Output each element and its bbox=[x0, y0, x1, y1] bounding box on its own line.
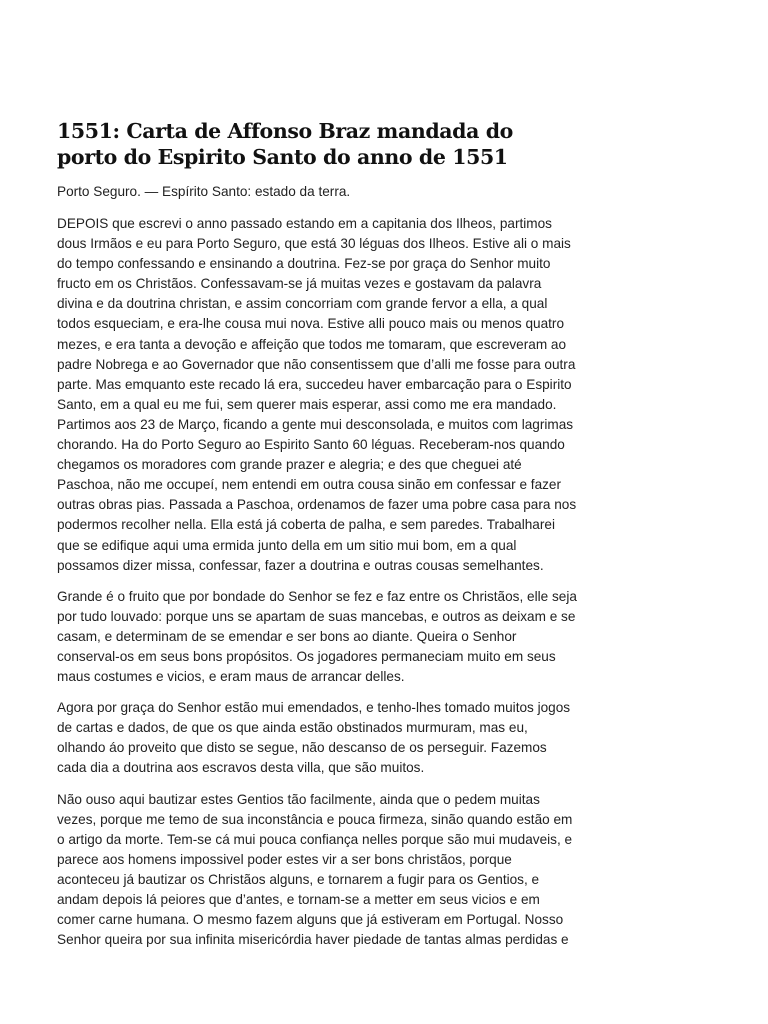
paragraph-2: Grande é o fruito que por bondade do Senhor se fez e faz entre os Christãos, elle seja por tudo louvado: porque uns se apartam de suas mancebas, e outros as deixam e se casam, e determinam de se emendar e ser bons ao diante. Queira o Senhor conserval-os em seus bons propósitos. Os jogadores permaneciam muito em seus maus costumes e vicios, e eram maus de arrancar delles. bbox=[57, 588, 577, 685]
paragraph-4: Não ouso aqui bautizar estes Gentios tão facilmente, ainda que o pedem muitas vezes, porque me temo de sua inconstância e pouca firmeza, sinão quando estão em o artigo da morte. Tem-se cá mui pouca confiança nelles porque são mui mudaveis, e parece aos homens impossivel poder estes vir a ser bons christãos, porque aconteceu já bautizar os Christãos alguns, e tornarem a fugir para os Gentios, e andam depois lá peiores que d’antes, e tornam-se a metter em seus vicios e em comer carne humana. O mesmo fazem alguns que já estiveram em Portugal. Nosso Senhor queira por sua infinita misericórdia haver piedade de tantas almas perdidas e bbox=[57, 791, 573, 948]
document-title: 1551: Carta de Affonso Braz mandada do porto do Espirito Santo do anno de 1551 bbox=[57, 119, 513, 169]
paragraph-1: DEPOIS que escrevi o anno passado estando em a capitania dos Ilheos, partimos dous Irmãos e eu para Porto Seguro, que está 30 léguas dos Ilheos. Estive ali o mais do tempo confessando e ensinando a doutrina. Fez-se por graça do Senhor muito fructo em os Christãos. Confessavam-se já muitas vezes e gostavam da palavra divina e da doutrina christan, e assim concorriam com grande fervor a ella, a qual todos esqueciam, e era-lhe cousa mui nova. Estive alli pouco mais ou menos quatro mezes, e era tanta a devoção e affeição que todos me tomaram, que escreveram ao padre Nobrega e ao Governador que não consentissem que d’alli me fosse para outra parte. Mas emquanto este recado lá era, succedeu haver embarcação para o Espirito Santo, em a qual eu me fui, sem querer mais esperar, assi como me era mandado. Partimos aos 23 de Março, ficando a gente mui desconsolada, e muitos com lagrimas chorando. Ha do Porto Seguro ao Espirito Santo 60 léguas. Receberam-nos quando chegamos os moradores com grande prazer e alegria; e des que cheguei até Paschoa, não me occupeí, nem entendi em outra cousa sinão em confessar e fazer outras obras pias. Passada a Paschoa, ordenamos de fazer uma pobre casa para nos podermos recolher nella. Ella está já coberta de palha, e sem paredes. Trabalharei que se edifique aqui uma ermida junto della em um sitio mui bom, em a qual possamos dizer missa, confessar, fazer a doutrina e outras cousas semelhantes. bbox=[57, 216, 577, 573]
paragraph-3: Agora por graça do Senhor estão mui emendados, e tenho-lhes tomado muitos jogos de cartas e dados, de que os que ainda estão obstinados murmuram, mas eu, olhando áo proveito que disto se segue, não descanso de os perseguir. Fazemos cada dia a doutrina aos escravos desta villa, que são muitos. bbox=[57, 700, 571, 776]
document-page bbox=[57, 118, 577, 961]
document-subtitle: Porto Seguro. — Espírito Santo: estado da terra. bbox=[57, 184, 351, 199]
